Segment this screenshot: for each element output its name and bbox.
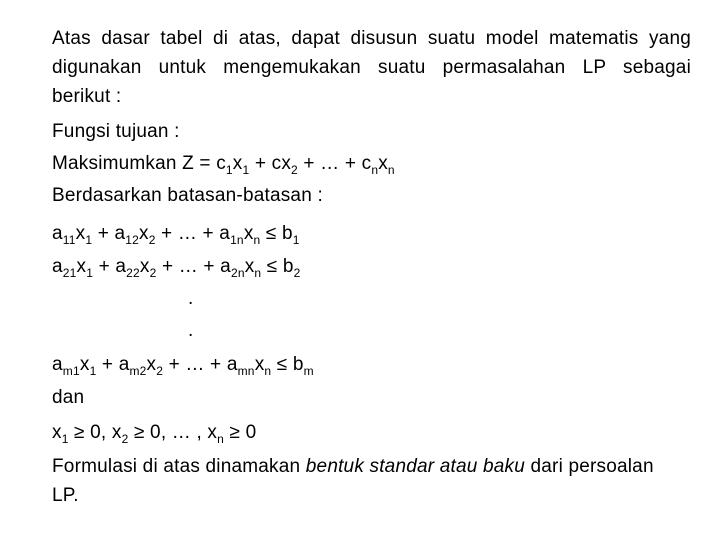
objective-prefix: Maksimumkan Z = c [52, 153, 226, 174]
subscript: 2n [230, 266, 245, 280]
subscript: 1n [230, 233, 244, 247]
term: + cx [249, 153, 292, 174]
coefficient: a [52, 256, 63, 277]
variable: x [139, 223, 149, 244]
coefficient: a [52, 354, 63, 375]
subscript: 2 [291, 163, 298, 177]
constraints-heading: Berdasarkan batasan-batasan : [52, 185, 323, 206]
variable: x [79, 354, 90, 375]
subscript: 22 [126, 266, 140, 280]
constraint-row-m [52, 353, 314, 377]
ellipsis-dot-1: . [188, 288, 194, 309]
conclusion-emphasis: bentuk standar atau baku [305, 456, 526, 477]
variable: x [243, 223, 254, 244]
term: + … + a [155, 223, 231, 244]
subscript: n [371, 163, 379, 177]
subscript: 1 [89, 364, 97, 378]
subscript: n [387, 163, 395, 177]
subscript: 2 [121, 432, 129, 446]
variable: x [75, 223, 86, 244]
subscript: mn [237, 364, 255, 378]
subscript: 1 [61, 432, 69, 446]
conclusion-prefix: Formulasi di atas dinamakan [52, 456, 306, 477]
subscript: 12 [125, 233, 139, 247]
subscript: 2 [293, 266, 301, 280]
subscript: 1 [242, 163, 250, 177]
coefficient: a [52, 223, 63, 244]
subscript: 1 [86, 266, 94, 280]
term: ≥ 0 [224, 422, 257, 443]
subscript: 2 [148, 233, 156, 247]
variable: x [244, 256, 255, 277]
subscript: 1 [225, 163, 233, 177]
relation: ≤ b [260, 223, 293, 244]
intro-line-3: berikut : [52, 86, 122, 107]
subscript: 21 [62, 266, 77, 280]
term: ≥ 0, x [68, 422, 122, 443]
subscript: 2 [149, 266, 157, 280]
subscript: m [303, 364, 314, 378]
conclusion-suffix: dari persoalan [525, 456, 654, 477]
variable: x [139, 256, 150, 277]
objective-heading: Fungsi tujuan : [52, 121, 180, 142]
variable: x [232, 153, 243, 174]
subscript: 1 [292, 233, 300, 247]
nonnegativity-constraint [52, 421, 256, 445]
constraint-row-1 [52, 222, 300, 246]
subscript: n [254, 266, 262, 280]
term: + … + a [156, 256, 231, 277]
term: + a [93, 256, 127, 277]
subscript: 2 [156, 364, 164, 378]
conclusion-line-2: LP. [52, 485, 79, 506]
relation: ≤ b [261, 256, 294, 277]
subscript: n [253, 233, 261, 247]
term: + … + a [163, 354, 238, 375]
subscript: n [264, 364, 272, 378]
term: + a [96, 354, 130, 375]
intro-line-1: Atas dasar tabel di atas, dapat disusun suatu model matematis yang [52, 28, 691, 49]
subscript: n [217, 432, 224, 446]
variable: x [378, 153, 388, 174]
conclusion-line-1 [52, 455, 654, 479]
relation: ≤ b [271, 354, 304, 375]
intro-line-2: digunakan untuk mengemukakan suatu permasalahan LP sebagai [52, 57, 691, 78]
constraint-row-2 [52, 255, 301, 279]
term: ≥ 0, … , x [128, 422, 218, 443]
subscript: m1 [62, 364, 80, 378]
term: + a [92, 223, 126, 244]
variable: x [254, 354, 265, 375]
subscript: 1 [85, 233, 93, 247]
dan-text: dan [52, 387, 85, 408]
term: + … + c [297, 153, 372, 174]
variable: x [76, 256, 87, 277]
objective-function [52, 152, 395, 176]
subscript: 11 [62, 233, 76, 247]
variable: x [52, 422, 62, 443]
variable: x [146, 354, 157, 375]
subscript: m2 [129, 364, 147, 378]
ellipsis-dot-2: . [188, 320, 194, 341]
